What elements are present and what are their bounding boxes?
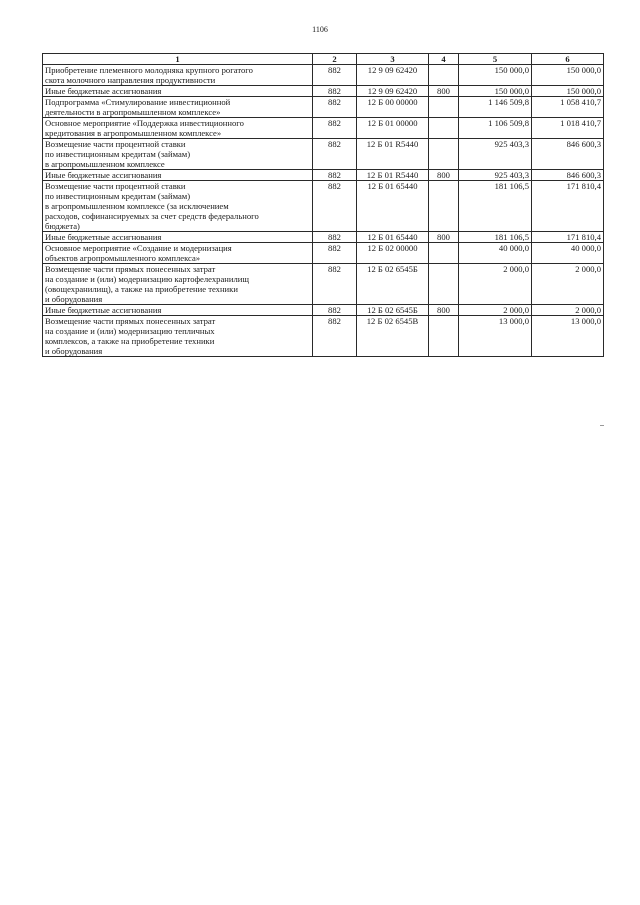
- table-row: [43, 305, 604, 316]
- column-header: 4: [429, 54, 459, 65]
- cell-name: Приобретение племенного молодняка крупного рогатого скота молочного направления продуктивности: [43, 65, 313, 86]
- cell-expense-type: 800: [429, 305, 459, 316]
- cell-amount-col6: 150 000,0: [532, 86, 604, 97]
- table-row: [43, 170, 604, 181]
- cell-expense-type: [429, 243, 459, 264]
- cell-target-article: 12 Б 01 00000: [357, 118, 429, 139]
- cell-expense-type: 800: [429, 86, 459, 97]
- cell-amount-col5: 1 106 509,8: [459, 118, 532, 139]
- cell-amount-col6: 1 018 410,7: [532, 118, 604, 139]
- cell-name: Возмещение части прямых понесенных затрат на создание и (или) модернизацию тепличных комплексов, а также на приобретение техники и оборудования: [43, 316, 313, 357]
- cell-department-code: 882: [313, 316, 357, 357]
- cell-target-article: 12 9 09 62420: [357, 65, 429, 86]
- cell-amount-col5: 925 403,3: [459, 139, 532, 170]
- cell-target-article: 12 Б 02 6545Б: [357, 305, 429, 316]
- cell-amount-col6: 40 000,0: [532, 243, 604, 264]
- cell-department-code: 882: [313, 65, 357, 86]
- cell-amount-col5: 150 000,0: [459, 65, 532, 86]
- table-row: [43, 139, 604, 170]
- cell-expense-type: [429, 97, 459, 118]
- table-row: [43, 264, 604, 305]
- table-row: [43, 97, 604, 118]
- cell-amount-col5: 150 000,0: [459, 86, 532, 97]
- cell-target-article: 12 Б 01 65440: [357, 232, 429, 243]
- column-header: 3: [357, 54, 429, 65]
- table-row: [43, 316, 604, 357]
- cell-name: Основное мероприятие «Поддержка инвестиционного кредитования в агропромышленном комплексе»: [43, 118, 313, 139]
- cell-target-article: 12 Б 02 00000: [357, 243, 429, 264]
- table-row: [43, 118, 604, 139]
- cell-amount-col6: 150 000,0: [532, 65, 604, 86]
- cell-amount-col5: 1 146 509,8: [459, 97, 532, 118]
- cell-name: Иные бюджетные ассигнования: [43, 232, 313, 243]
- cell-expense-type: 800: [429, 232, 459, 243]
- table-row: [43, 232, 604, 243]
- cell-department-code: 882: [313, 243, 357, 264]
- cell-name: Основное мероприятие «Создание и модернизация объектов агропромышленного комплекса»: [43, 243, 313, 264]
- cell-name: Возмещение части процентной ставки по инвестиционным кредитам (займам) в агропромышленном комплексе: [43, 139, 313, 170]
- cell-amount-col5: 2 000,0: [459, 264, 532, 305]
- cell-department-code: 882: [313, 181, 357, 232]
- table-row: [43, 65, 604, 86]
- cell-name: Иные бюджетные ассигнования: [43, 305, 313, 316]
- cell-expense-type: 800: [429, 170, 459, 181]
- column-header: 1: [43, 54, 313, 65]
- cell-target-article: 12 Б 01 R5440: [357, 170, 429, 181]
- scan-artifact-mark: [600, 425, 604, 426]
- cell-amount-col6: 13 000,0: [532, 316, 604, 357]
- cell-department-code: 882: [313, 139, 357, 170]
- column-header: 2: [313, 54, 357, 65]
- cell-target-article: 12 Б 01 65440: [357, 181, 429, 232]
- cell-expense-type: [429, 118, 459, 139]
- cell-amount-col6: 846 600,3: [532, 139, 604, 170]
- cell-target-article: 12 Б 02 6545Б: [357, 264, 429, 305]
- cell-name: Подпрограмма «Стимулирование инвестиционной деятельности в агропромышленном комплексе»: [43, 97, 313, 118]
- cell-amount-col6: 2 000,0: [532, 305, 604, 316]
- cell-name: Возмещение части процентной ставки по инвестиционным кредитам (займам) в агропромышленном комплексе (за исключением расходов, софинансируемых за счет средств федерального бюджета): [43, 181, 313, 232]
- cell-amount-col5: 40 000,0: [459, 243, 532, 264]
- cell-expense-type: [429, 316, 459, 357]
- cell-amount-col5: 2 000,0: [459, 305, 532, 316]
- table-row: [43, 86, 604, 97]
- cell-expense-type: [429, 65, 459, 86]
- cell-department-code: 882: [313, 305, 357, 316]
- table-header-row: [43, 54, 604, 65]
- cell-target-article: 12 9 09 62420: [357, 86, 429, 97]
- cell-amount-col5: 181 106,5: [459, 181, 532, 232]
- column-header: 5: [459, 54, 532, 65]
- cell-expense-type: [429, 181, 459, 232]
- cell-amount-col5: 181 106,5: [459, 232, 532, 243]
- cell-target-article: 12 Б 00 00000: [357, 97, 429, 118]
- budget-table: [42, 53, 604, 357]
- cell-department-code: 882: [313, 264, 357, 305]
- cell-department-code: 882: [313, 232, 357, 243]
- cell-expense-type: [429, 139, 459, 170]
- cell-amount-col6: 171 810,4: [532, 232, 604, 243]
- cell-amount-col6: 2 000,0: [532, 264, 604, 305]
- cell-expense-type: [429, 264, 459, 305]
- cell-name: Иные бюджетные ассигнования: [43, 86, 313, 97]
- cell-amount-col5: 925 403,3: [459, 170, 532, 181]
- cell-amount-col6: 171 810,4: [532, 181, 604, 232]
- cell-target-article: 12 Б 02 6545В: [357, 316, 429, 357]
- cell-department-code: 882: [313, 118, 357, 139]
- column-header: 6: [532, 54, 604, 65]
- page-number: 1106: [312, 25, 328, 34]
- cell-department-code: 882: [313, 86, 357, 97]
- cell-amount-col6: 846 600,3: [532, 170, 604, 181]
- cell-department-code: 882: [313, 97, 357, 118]
- cell-department-code: 882: [313, 170, 357, 181]
- cell-name: Возмещение части прямых понесенных затрат на создание и (или) модернизацию картофелехранилищ (овощехранилищ), а также на приобретение техники и оборудования: [43, 264, 313, 305]
- cell-amount-col6: 1 058 410,7: [532, 97, 604, 118]
- table-row: [43, 243, 604, 264]
- table-row: [43, 181, 604, 232]
- cell-amount-col5: 13 000,0: [459, 316, 532, 357]
- cell-target-article: 12 Б 01 R5440: [357, 139, 429, 170]
- cell-name: Иные бюджетные ассигнования: [43, 170, 313, 181]
